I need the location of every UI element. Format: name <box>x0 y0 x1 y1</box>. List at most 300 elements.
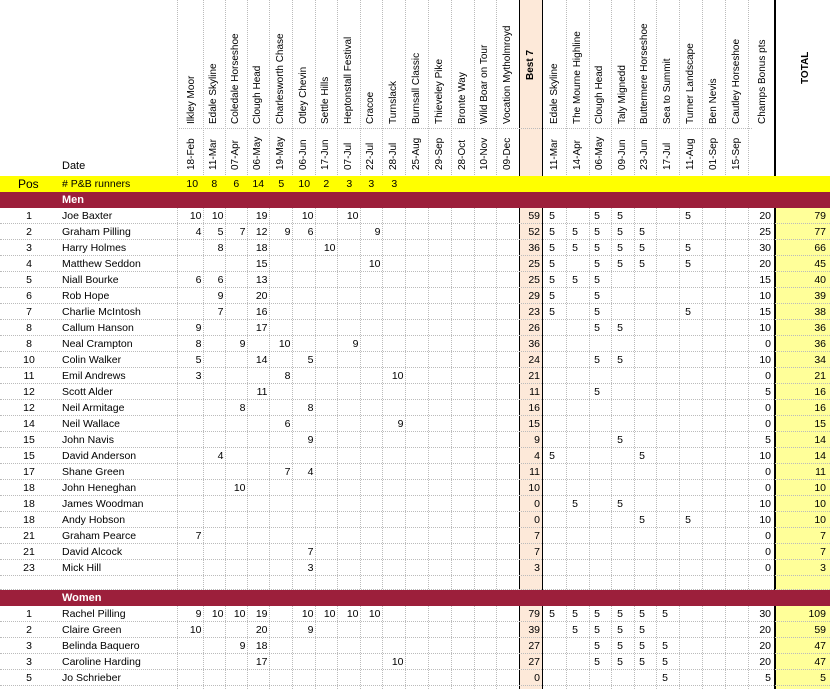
champs-bonus-value: 10 <box>759 290 771 302</box>
total-value: 10 <box>814 498 826 510</box>
position-cell: 8 <box>26 338 32 350</box>
bonus-points: 5 <box>685 242 691 254</box>
champs-bonus-value: 5 <box>765 672 771 684</box>
champs-bonus-value: 10 <box>759 322 771 334</box>
table-row[interactable] <box>0 638 830 654</box>
total-value: 45 <box>814 258 826 270</box>
race-points: 7 <box>284 466 291 478</box>
table-row[interactable] <box>0 606 830 622</box>
best7-value: 21 <box>528 370 540 382</box>
runner-name: Graham Pilling <box>62 226 131 238</box>
race-points: 9 <box>195 608 202 620</box>
best7-value: 27 <box>528 640 540 652</box>
runners-count <box>452 176 475 192</box>
table-row[interactable] <box>0 320 830 336</box>
total-value: 66 <box>814 242 826 254</box>
runner-name: Rachel Pilling <box>62 608 126 620</box>
total-value: 14 <box>814 450 826 462</box>
table-row[interactable] <box>0 496 830 512</box>
table-row[interactable] <box>0 288 830 304</box>
table-row[interactable] <box>0 464 830 480</box>
runner-name: David Anderson <box>62 450 137 462</box>
runner-name: Scott Alder <box>62 386 113 398</box>
race-points: 9 <box>239 640 246 652</box>
runner-name: Joe Baxter <box>62 210 113 222</box>
bonus-race-name-header: Cautley Horseshoe <box>731 38 742 124</box>
champs-bonus-value: 0 <box>765 370 771 382</box>
bonus-points: 5 <box>594 210 600 222</box>
table-row[interactable] <box>0 432 830 448</box>
position-cell: 18 <box>23 514 35 526</box>
race-points: 9 <box>307 624 314 636</box>
race-points: 17 <box>255 656 268 668</box>
bonus-points: 5 <box>594 386 600 398</box>
best7-value: 24 <box>528 354 540 366</box>
bonus-points: 5 <box>662 672 668 684</box>
total-value: 77 <box>814 226 826 238</box>
race-name-header: Charlesworth Chase <box>275 33 286 124</box>
race-points: 6 <box>195 274 202 286</box>
blank-row <box>0 576 830 590</box>
race-points: 10 <box>301 210 314 222</box>
race-points: 7 <box>217 306 224 318</box>
total-value: 15 <box>814 418 826 430</box>
runner-name: Claire Green <box>62 624 122 636</box>
race-points: 9 <box>217 290 224 302</box>
race-date-header: 11-Mar <box>208 139 219 170</box>
best7-value: 11 <box>529 466 540 478</box>
bonus-points: 5 <box>594 354 600 366</box>
position-cell: 6 <box>26 290 32 302</box>
header-separator <box>177 128 752 129</box>
race-points: 8 <box>195 338 202 350</box>
bonus-points: 5 <box>639 656 645 668</box>
race-date-header: 09-Dec <box>502 137 513 170</box>
race-date-header: 22-Jul <box>365 142 376 170</box>
bonus-points: 5 <box>617 434 623 446</box>
champs-bonus-value: 15 <box>759 274 771 286</box>
race-name-header: Ilkley Moor <box>186 75 197 124</box>
total-header: TOTAL <box>800 51 811 84</box>
race-points: 7 <box>195 530 202 542</box>
champs-bonus-value: 20 <box>759 640 771 652</box>
position-cell: 1 <box>26 210 32 222</box>
pos-label: Pos <box>18 177 39 191</box>
best7-value: 36 <box>528 338 540 350</box>
bonus-points: 5 <box>662 608 668 620</box>
bonus-points: 5 <box>549 450 555 462</box>
total-value: 10 <box>814 482 826 494</box>
bonus-race-date-header: 11-Aug <box>685 138 696 170</box>
race-date-header: 17-Jun <box>320 139 331 170</box>
champs-bonus-value: 30 <box>759 608 771 620</box>
table-row[interactable] <box>0 622 830 638</box>
runners-count: 3 <box>368 178 375 190</box>
best7-value: 36 <box>528 242 540 254</box>
runner-name: John Heneghan <box>62 482 137 494</box>
race-name-header: Settle Hills <box>320 76 331 124</box>
race-points: 13 <box>255 274 268 286</box>
runner-name: Matthew Seddon <box>62 258 141 270</box>
bonus-points: 5 <box>617 498 623 510</box>
bonus-points: 5 <box>617 656 623 668</box>
champs-bonus-value: 0 <box>765 338 771 350</box>
race-points: 14 <box>255 354 268 366</box>
race-name-header: Heptonstall Festival <box>343 36 354 124</box>
position-cell: 12 <box>23 402 35 414</box>
runners-count <box>474 176 497 192</box>
table-row[interactable] <box>0 240 830 256</box>
race-date-header: 28-Jul <box>388 142 399 170</box>
race-points: 3 <box>307 562 314 574</box>
bonus-points: 5 <box>594 258 600 270</box>
position-cell: 3 <box>26 640 32 652</box>
table-row[interactable] <box>0 670 830 686</box>
race-points: 8 <box>284 370 291 382</box>
bonus-race-name-header: Turner Landscape <box>685 43 696 124</box>
runners-count: 6 <box>233 178 240 190</box>
table-row[interactable] <box>0 368 830 384</box>
total-value: 79 <box>814 210 826 222</box>
bonus-points: 5 <box>594 226 600 238</box>
position-cell: 18 <box>23 482 35 494</box>
total-value: 40 <box>814 274 826 286</box>
runner-name: James Woodman <box>62 498 144 510</box>
race-date-header: 07-Apr <box>230 139 241 170</box>
bonus-points: 5 <box>685 514 691 526</box>
bonus-points: 5 <box>662 640 668 652</box>
race-points: 8 <box>239 402 246 414</box>
best7-value: 25 <box>528 274 540 286</box>
champs-bonus-value: 15 <box>759 306 771 318</box>
race-points: 20 <box>255 290 268 302</box>
champs-bonus-value: 5 <box>765 386 771 398</box>
total-value: 47 <box>814 640 826 652</box>
race-points: 10 <box>368 608 381 620</box>
position-cell: 3 <box>26 242 32 254</box>
bonus-race-date-header: 09-Jun <box>617 139 628 170</box>
race-points: 5 <box>195 354 202 366</box>
position-cell: 18 <box>23 498 35 510</box>
bonus-points: 5 <box>549 306 555 318</box>
race-points: 10 <box>323 608 336 620</box>
race-name-header: Otley Chevin <box>298 66 309 124</box>
bonus-race-date-header: 17-Jul <box>662 142 673 170</box>
bonus-race-name-header: The Mourne Highline <box>572 31 583 124</box>
race-points: 6 <box>307 226 314 238</box>
table-row[interactable] <box>0 336 830 352</box>
race-name-header: Edale Skyline <box>208 63 219 124</box>
table-row[interactable] <box>0 400 830 416</box>
race-points: 10 <box>211 608 224 620</box>
bonus-points: 5 <box>572 608 578 620</box>
race-points: 9 <box>195 322 202 334</box>
runner-name: Niall Bourke <box>62 274 119 286</box>
champs-bonus-header: Champs Bonus pts <box>757 39 768 124</box>
total-value: 39 <box>814 290 826 302</box>
race-date-header: 06-May <box>252 136 263 170</box>
race-date-header: 10-Nov <box>479 137 490 170</box>
bonus-race-date-header: 23-Jun <box>639 139 650 170</box>
race-points: 15 <box>255 258 268 270</box>
best7-value: 25 <box>528 258 540 270</box>
champs-bonus-value: 25 <box>759 226 771 238</box>
champs-bonus-value: 30 <box>759 242 771 254</box>
runners-count: 10 <box>186 178 199 190</box>
champs-bonus-value: 0 <box>765 418 771 430</box>
best7-value: 23 <box>528 306 540 318</box>
race-points: 10 <box>391 656 404 668</box>
runners-label: # P&B runners <box>62 178 131 190</box>
best7-value: 9 <box>534 434 540 446</box>
runner-name: Andy Hobson <box>62 514 126 526</box>
race-points: 10 <box>211 210 224 222</box>
race-date-header: 29-Sep <box>434 137 445 170</box>
table-row[interactable] <box>0 480 830 496</box>
race-points: 8 <box>307 402 314 414</box>
bonus-points: 5 <box>639 640 645 652</box>
race-name-header: Vocation Mytholmroyd <box>502 25 513 124</box>
bonus-race-name-header: Edale Skyline <box>549 63 560 124</box>
table-row[interactable] <box>0 448 830 464</box>
women-section-header <box>0 590 830 606</box>
best7-value: 10 <box>528 482 540 494</box>
race-points: 16 <box>255 306 268 318</box>
bonus-points: 5 <box>685 210 691 222</box>
runners-count: 3 <box>391 178 398 190</box>
position-cell: 5 <box>26 274 32 286</box>
best7-value: 7 <box>534 546 540 558</box>
race-name-header: Bronte Way <box>457 72 468 124</box>
race-points: 3 <box>195 370 202 382</box>
runner-name: John Navis <box>62 434 114 446</box>
race-points: 10 <box>189 624 202 636</box>
race-points: 19 <box>255 608 268 620</box>
runners-count <box>406 176 429 192</box>
runner-name: Neil Armitage <box>62 402 125 414</box>
champs-bonus-value: 0 <box>765 466 771 478</box>
best7-value: 0 <box>534 498 540 510</box>
position-cell: 21 <box>23 546 35 558</box>
table-row[interactable] <box>0 352 830 368</box>
position-cell: 21 <box>23 530 35 542</box>
position-cell: 23 <box>23 562 35 574</box>
bonus-points: 5 <box>617 354 623 366</box>
race-points: 10 <box>301 608 314 620</box>
total-value: 34 <box>814 354 826 366</box>
runners-count: 8 <box>211 178 218 190</box>
bonus-points: 5 <box>549 274 555 286</box>
bonus-race-name-header: Sea to Summit <box>662 58 673 124</box>
total-value: 16 <box>814 402 826 414</box>
runner-name: Jo Schrieber <box>62 672 121 684</box>
bonus-points: 5 <box>617 242 623 254</box>
race-date-header: 19-May <box>275 136 286 170</box>
table-row[interactable] <box>0 560 830 576</box>
bonus-points: 5 <box>549 226 555 238</box>
bonus-points: 5 <box>594 624 600 636</box>
total-value: 47 <box>814 656 826 668</box>
race-points: 10 <box>368 258 381 270</box>
runners-count: 14 <box>252 178 265 190</box>
bonus-points: 5 <box>549 242 555 254</box>
best7-value: 7 <box>534 530 540 542</box>
table-row[interactable] <box>0 384 830 400</box>
table-row[interactable] <box>0 224 830 240</box>
race-points: 5 <box>307 354 314 366</box>
table-row[interactable] <box>0 512 830 528</box>
runners-count: 5 <box>278 178 285 190</box>
race-name-header: Clough Head <box>252 65 263 124</box>
bonus-points: 5 <box>639 624 645 636</box>
position-cell: 15 <box>23 450 35 462</box>
bonus-points: 5 <box>594 274 600 286</box>
race-points: 11 <box>256 386 268 398</box>
bonus-points: 5 <box>639 450 645 462</box>
race-points: 6 <box>284 418 291 430</box>
best7-value: 0 <box>534 514 540 526</box>
best7-value: 26 <box>528 322 540 334</box>
race-name-header: Cracoe <box>365 91 376 124</box>
race-name-header: Burnsall Classic <box>411 52 422 124</box>
bonus-points: 5 <box>617 258 623 270</box>
position-cell: 1 <box>26 608 32 620</box>
bonus-points: 5 <box>594 306 600 318</box>
best7-value: 15 <box>528 418 540 430</box>
runner-name: Caroline Harding <box>62 656 141 668</box>
total-value: 7 <box>820 530 826 542</box>
race-points: 4 <box>217 450 224 462</box>
race-date-header: 06-Jun <box>298 139 309 170</box>
runner-name: Harry Holmes <box>62 242 127 254</box>
table-row[interactable] <box>0 272 830 288</box>
champs-bonus-value: 0 <box>765 402 771 414</box>
champs-bonus-value: 10 <box>759 354 771 366</box>
table-row[interactable] <box>0 208 830 224</box>
race-points: 8 <box>217 242 224 254</box>
champs-bonus-value: 0 <box>765 562 771 574</box>
race-points: 9 <box>284 226 291 238</box>
best7-value: 4 <box>534 450 540 462</box>
total-value: 21 <box>814 370 826 382</box>
race-name-header: Turnslack <box>388 81 399 124</box>
bonus-race-name-header: Clough Head <box>594 65 605 124</box>
race-points: 9 <box>239 338 246 350</box>
bonus-points: 5 <box>594 656 600 668</box>
champs-bonus-value: 20 <box>759 656 771 668</box>
race-points: 10 <box>323 242 336 254</box>
bonus-points: 5 <box>639 514 645 526</box>
position-cell: 4 <box>26 258 32 270</box>
table-row[interactable] <box>0 544 830 560</box>
bonus-points: 5 <box>549 290 555 302</box>
best7-value: 29 <box>528 290 540 302</box>
best7-value: 59 <box>528 210 540 222</box>
bonus-points: 5 <box>685 306 691 318</box>
total-value: 38 <box>814 306 826 318</box>
race-points: 10 <box>189 210 202 222</box>
runner-name: Graham Pearce <box>62 530 137 542</box>
champs-bonus-value: 10 <box>759 498 771 510</box>
bonus-points: 5 <box>617 624 623 636</box>
position-cell: 2 <box>26 624 32 636</box>
bonus-points: 5 <box>572 226 578 238</box>
table-row[interactable] <box>0 416 830 432</box>
total-value: 14 <box>814 434 826 446</box>
bonus-points: 5 <box>594 290 600 302</box>
table-row[interactable] <box>0 654 830 670</box>
race-points: 4 <box>195 226 202 238</box>
race-points: 18 <box>255 242 268 254</box>
champs-bonus-value: 20 <box>759 210 771 222</box>
position-cell: 14 <box>23 418 35 430</box>
best7-value: 27 <box>528 656 540 668</box>
total-value: 109 <box>808 608 826 620</box>
bonus-points: 5 <box>572 498 578 510</box>
bonus-points: 5 <box>594 608 600 620</box>
bonus-points: 5 <box>594 242 600 254</box>
runner-name: Callum Hanson <box>62 322 134 334</box>
race-points: 10 <box>346 210 359 222</box>
table-row[interactable] <box>0 304 830 320</box>
race-points: 6 <box>217 274 224 286</box>
runner-name: Neal Crampton <box>62 338 133 350</box>
race-points: 4 <box>307 466 314 478</box>
bonus-points: 5 <box>594 322 600 334</box>
bonus-points: 5 <box>572 274 578 286</box>
race-points: 19 <box>255 210 268 222</box>
champs-bonus-value: 10 <box>759 514 771 526</box>
total-value: 7 <box>820 546 826 558</box>
race-date-header: 25-Aug <box>411 137 422 170</box>
total-value: 36 <box>814 338 826 350</box>
bonus-points: 5 <box>572 242 578 254</box>
section-label: Women <box>62 592 102 604</box>
best7-value: 39 <box>528 624 540 636</box>
runner-name: Neil Wallace <box>62 418 120 430</box>
bonus-race-name-header: Ben Nevis <box>708 78 719 124</box>
race-points: 9 <box>307 434 314 446</box>
section-label: Men <box>62 194 84 206</box>
position-cell: 11 <box>23 370 35 382</box>
table-row[interactable] <box>0 528 830 544</box>
table-row[interactable] <box>0 256 830 272</box>
bonus-points: 5 <box>639 242 645 254</box>
best7-value: 11 <box>529 386 540 398</box>
race-name-header: Wild Boar on Tour <box>479 44 490 124</box>
race-date-header: 07-Jul <box>343 142 354 170</box>
runner-name: Shane Green <box>62 466 125 478</box>
race-points: 10 <box>233 482 246 494</box>
race-date-header: 28-Oct <box>457 139 468 170</box>
bonus-race-date-header: 14-Apr <box>572 139 583 170</box>
runner-name: Emil Andrews <box>62 370 126 382</box>
champs-bonus-value: 20 <box>759 624 771 636</box>
runner-name: David Alcock <box>62 546 123 558</box>
position-cell: 8 <box>26 322 32 334</box>
bonus-points: 5 <box>639 608 645 620</box>
bonus-points: 5 <box>617 608 623 620</box>
race-points: 10 <box>278 338 291 350</box>
position-cell: 17 <box>23 466 35 478</box>
race-name-header: Coledale Horseshoe <box>230 33 241 124</box>
runner-name: Rob Hope <box>62 290 110 302</box>
bonus-points: 5 <box>662 656 668 668</box>
total-value: 36 <box>814 322 826 334</box>
total-value: 10 <box>814 514 826 526</box>
position-cell: 12 <box>23 386 35 398</box>
race-points: 9 <box>397 418 404 430</box>
